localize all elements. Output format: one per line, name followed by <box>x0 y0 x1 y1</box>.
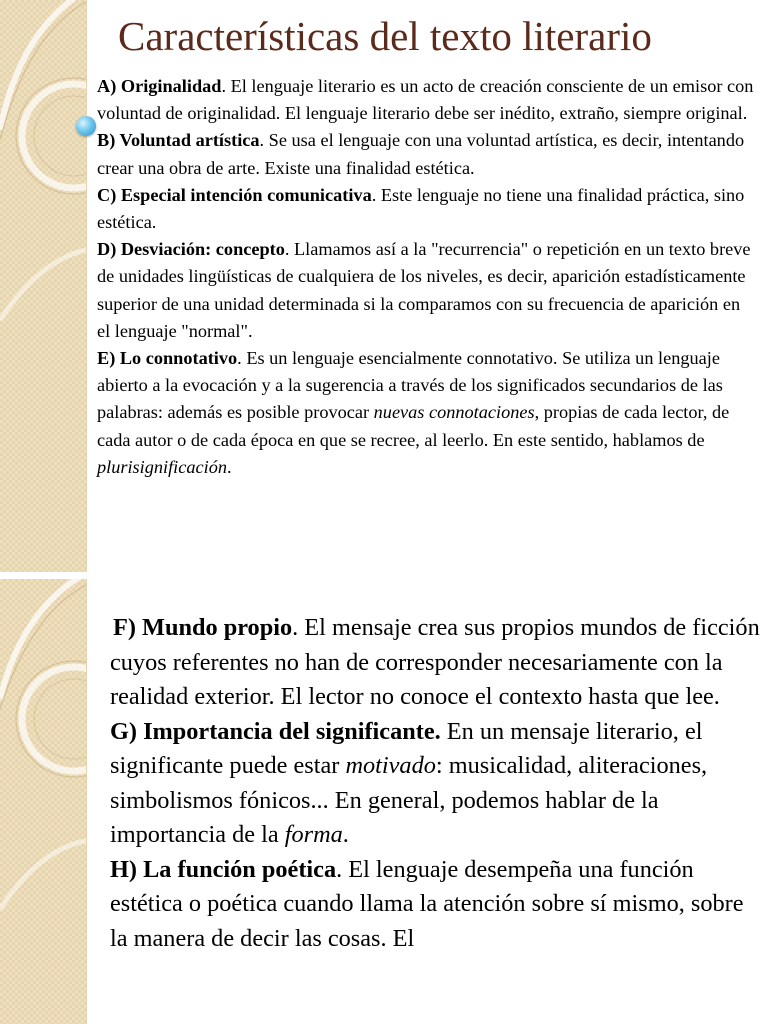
item-g-emphasis-1: motivado <box>345 752 436 779</box>
item-g-emphasis-2: forma <box>284 821 343 848</box>
slide-1-body <box>97 73 757 481</box>
decorative-rings-icon <box>0 0 86 572</box>
item-d-text: . Llamamos así a la "recurrencia" o repetición en un texto breve de unidades lingüísticas de cualquiera de los niveles, es decir, aparición estadísticamente superior de una unidad determinada si la comparamos con su frecuencia de aparición en el lenguaje "normal". <box>97 239 751 341</box>
item-e-text: . Es un lenguaje esencialmente connotativo. Se utiliza un lenguaje abierto a la evocación y a la sugerencia a través de los significados secundarios de las palabras: además es posible provocar <box>97 348 723 423</box>
item-a-key: A) Originalidad <box>97 76 222 96</box>
accent-dot-icon <box>76 116 96 136</box>
item-e-text-3: . <box>227 456 232 477</box>
decorative-side-strip <box>0 579 87 1024</box>
slide-2-body <box>110 611 760 956</box>
item-h <box>110 853 760 957</box>
item-e-emphasis-1: nuevas connotaciones <box>373 402 535 423</box>
item-a-text: . El lenguaje literario es un acto de creación consciente de un emisor con voluntad de originalidad. El lenguaje literario debe ser inédito, extraño, siempre original. <box>97 76 754 124</box>
item-g-text: En un mensaje literario, el significante puede estar <box>110 717 703 779</box>
slide-title: Características del texto literario <box>118 13 652 59</box>
item-f-key: F) Mundo propio <box>113 614 293 641</box>
item-c-key: C) Especial intención comunicativa <box>97 184 372 205</box>
slide-separator <box>0 572 768 579</box>
item-g-key: G) Importancia del significante. <box>110 717 441 745</box>
item-h-key: H) La función poética <box>110 855 337 883</box>
decorative-side-strip <box>0 0 87 572</box>
item-a <box>97 73 757 127</box>
item-h-text: . El lenguaje desempeña una función estética o poética cuando llama la atención sobre sí mismo, sobre la manera de decir las cosas. El <box>110 855 744 952</box>
item-d <box>97 236 757 345</box>
item-e <box>97 345 757 481</box>
item-d-key: D) Desviación: concepto <box>97 239 285 260</box>
item-g-text-2: : musicalidad, aliteraciones, simbolismos fónicos... En general, podemos hablar de la importancia de la <box>110 752 708 848</box>
item-g <box>110 715 760 853</box>
item-b <box>97 127 757 181</box>
item-g-text-3: . <box>342 821 349 848</box>
item-e-key: E) Lo connotativo <box>97 348 238 369</box>
slide-2 <box>0 579 768 1024</box>
item-b-key: B) Voluntad artística <box>97 130 260 151</box>
item-f <box>110 611 760 715</box>
item-e-text-2: , propias de cada lector, de cada autor o de cada época en que se recree, al leerlo. En este sentido, hablamos de <box>97 402 730 450</box>
item-f-text: . El mensaje crea sus propios mundos de ficción cuyos referentes no han de corresponder necesariamente con la realidad exterior. El lector no conoce el contexto hasta que lee. <box>110 614 760 710</box>
decorative-rings-icon <box>0 579 86 1024</box>
item-c-text: . Este lenguaje no tiene una finalidad práctica, sino estética. <box>97 184 745 233</box>
item-e-emphasis-2: plurisignificación <box>97 456 227 477</box>
item-c <box>97 182 757 236</box>
item-b-text: . Se usa el lenguaje con una voluntad artística, es decir, intentando crear una obra de arte. Existe una finalidad estética. <box>97 130 745 178</box>
